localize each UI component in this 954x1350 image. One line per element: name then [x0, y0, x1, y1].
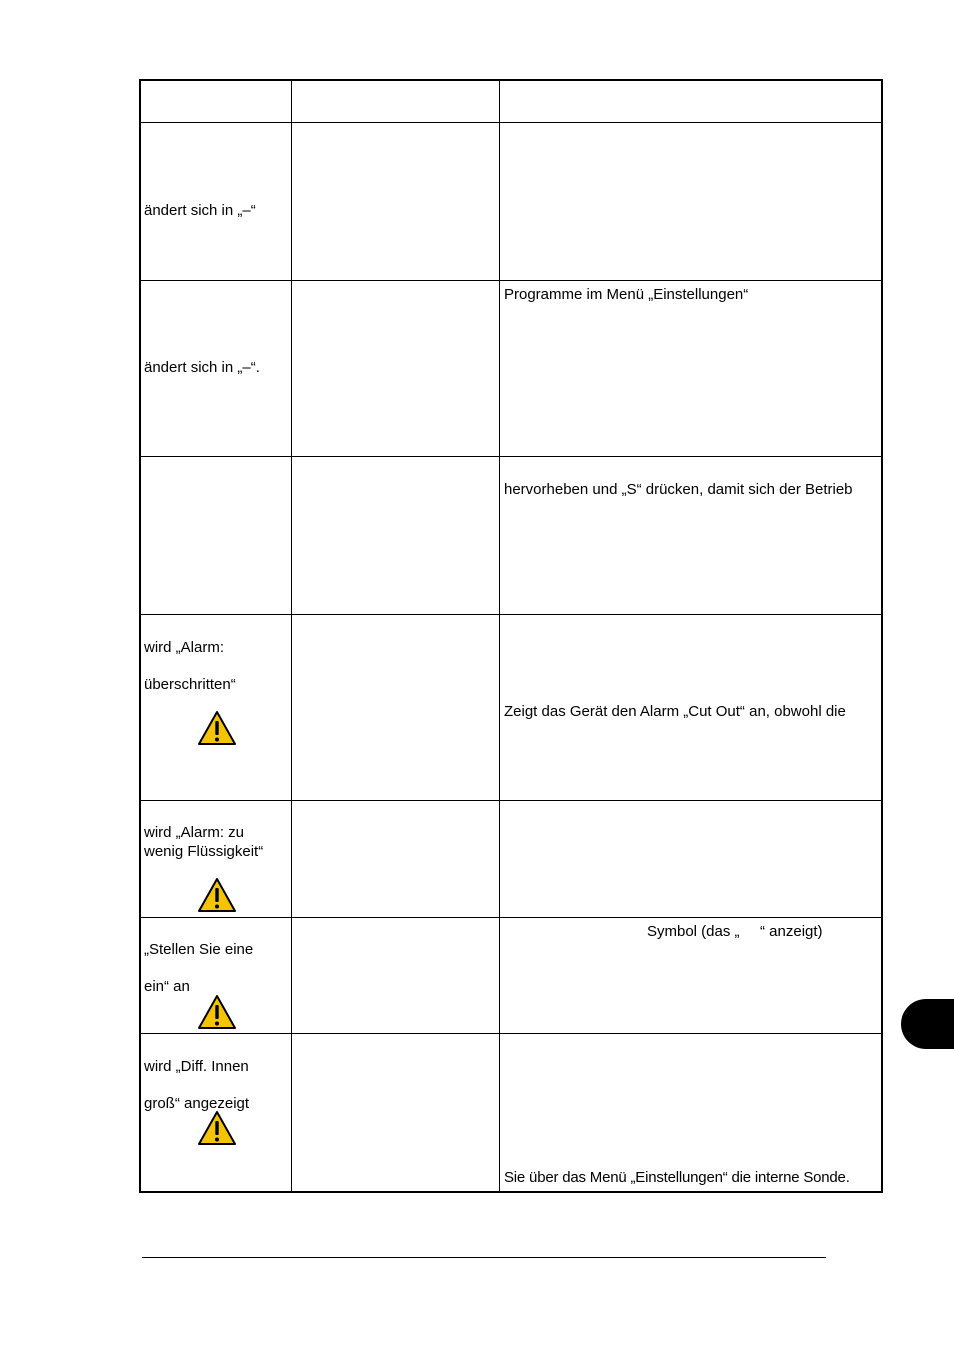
row3-solution-text: hervorheben und „S“ drücken, damit sich der Betrieb — [504, 481, 853, 498]
table-border — [139, 1191, 883, 1193]
row5-symptom-line1: wird „Alarm: zu — [144, 824, 245, 841]
table-border — [139, 79, 883, 81]
row4-symptom-line1: wird „Alarm: — [144, 639, 225, 656]
table-border — [881, 79, 883, 1193]
row1-symptom-text: ändert sich in „–“ — [144, 202, 256, 219]
row-divider — [139, 122, 883, 123]
warning-triangle-icon — [197, 994, 237, 1030]
row-divider — [139, 917, 883, 918]
row6-solution-text-part1: Symbol (das „ — [647, 923, 740, 940]
table-border — [139, 79, 141, 1193]
row7-symptom-line1: wird „Diff. Innen — [144, 1058, 249, 1075]
column-divider — [291, 79, 292, 1193]
row6-solution-text-part2: “ anzeigt) — [760, 923, 823, 940]
row7-symptom-line2: groß“ angezeigt — [144, 1095, 250, 1112]
row-divider — [139, 456, 883, 457]
row6-symptom-line2: ein“ an — [144, 978, 190, 995]
row7-solution-text: Sie über das Menü „Einstellungen“ die interne Sonde. — [504, 1169, 850, 1186]
chapter-tab-marker — [901, 999, 954, 1049]
row4-symptom-line2: überschritten“ — [144, 676, 236, 693]
row-divider — [139, 280, 883, 281]
row2-symptom-text: ändert sich in „–“. — [144, 359, 260, 376]
column-divider — [499, 79, 500, 1193]
warning-triangle-icon — [197, 710, 237, 746]
troubleshooting-table — [139, 79, 883, 1193]
row4-solution-text: Zeigt das Gerät den Alarm „Cut Out“ an, obwohl die — [504, 703, 846, 720]
row-divider — [139, 614, 883, 615]
footer-rule — [142, 1257, 826, 1258]
warning-triangle-icon — [197, 1110, 237, 1146]
row2-solution-text: Programme im Menü „Einstellungen“ — [504, 286, 749, 303]
warning-triangle-icon — [197, 877, 237, 913]
row5-symptom-line2: wenig Flüssigkeit“ — [144, 843, 264, 860]
row6-symptom-line1: „Stellen Sie eine — [144, 941, 254, 958]
row-divider — [139, 800, 883, 801]
row-divider — [139, 1033, 883, 1034]
